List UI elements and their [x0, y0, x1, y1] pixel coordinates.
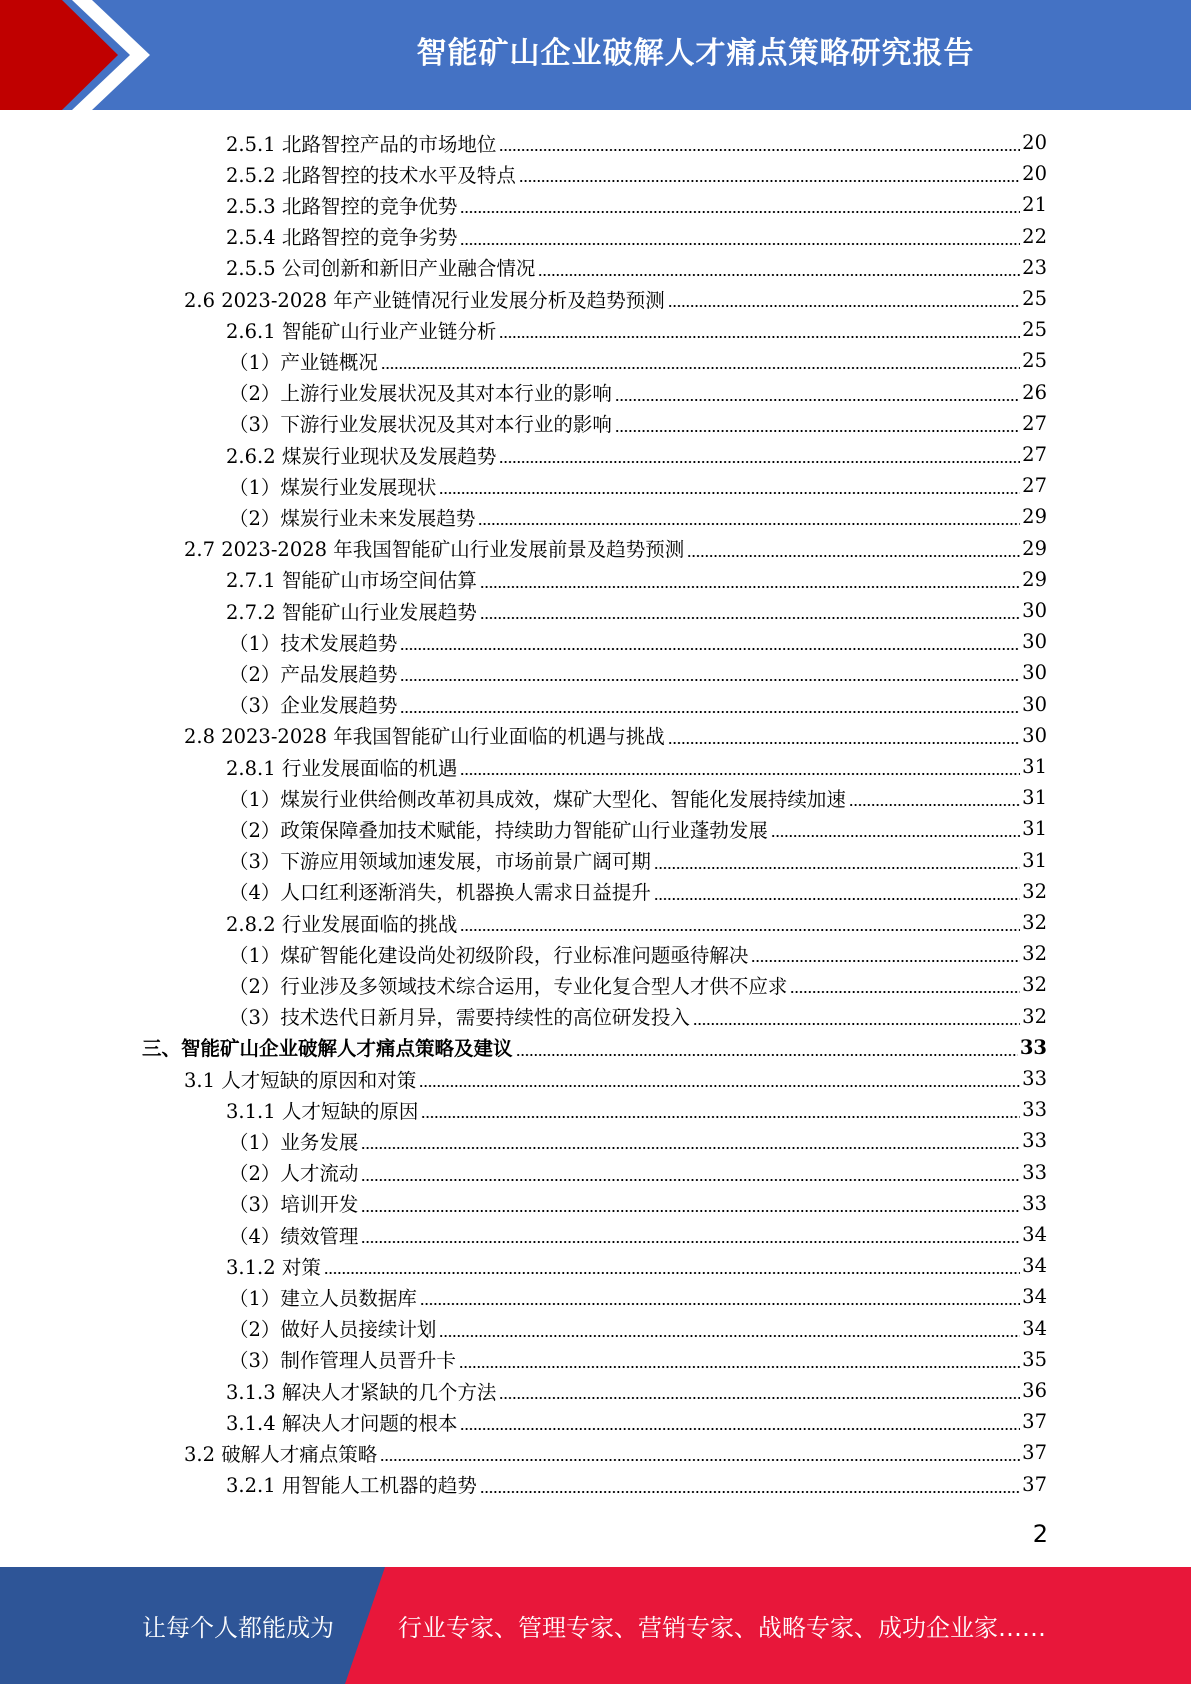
toc-dot-leader: [516, 1032, 1018, 1063]
toc-entry-page: 21: [1022, 193, 1047, 217]
toc-entry-label: 3.2 破解人才痛点策略: [184, 1442, 378, 1466]
toc-dot-leader: [361, 1125, 1020, 1156]
toc-dot-leader: [400, 626, 1020, 657]
toc-entry-label: 2.7 2023-2028 年我国智能矿山行业发展前景及趋势预测: [184, 538, 685, 562]
toc-entry[interactable]: [226, 314, 1047, 345]
toc-dot-leader: [478, 501, 1020, 532]
page-number: 2: [1032, 1520, 1048, 1548]
header-arrow-decoration: [0, 0, 160, 110]
toc-entry-page: 30: [1022, 723, 1047, 747]
toc-entry[interactable]: [229, 1219, 1047, 1250]
toc-entry-page: 37: [1022, 1472, 1047, 1496]
toc-dot-leader: [460, 221, 1020, 252]
toc-entry-label: （1）业务发展: [229, 1130, 359, 1154]
toc-entry-page: 32: [1022, 879, 1047, 903]
toc-entry[interactable]: [226, 1250, 1047, 1281]
toc-dot-leader: [849, 782, 1020, 813]
toc-entry-page: 25: [1022, 318, 1047, 342]
toc-entry-label: 3.1.2 对策: [226, 1255, 321, 1279]
toc-entry-page: 32: [1022, 911, 1047, 934]
toc-entry-label: （1）煤炭行业供给侧改革初具成效，煤矿大型化、智能化发展持续加速: [229, 787, 846, 811]
toc-dot-leader: [400, 689, 1020, 720]
toc-entry[interactable]: [229, 470, 1047, 501]
toc-dot-leader: [439, 1313, 1020, 1344]
toc-entry-page: 29: [1022, 567, 1047, 591]
toc-entry-label: 3.1.3 解决人才紧缺的几个方法: [226, 1380, 497, 1404]
toc-entry-page: 36: [1022, 1379, 1047, 1402]
toc-dot-leader: [400, 657, 1020, 688]
toc-entry-page: 33: [1022, 1129, 1047, 1153]
toc-dot-leader: [460, 907, 1020, 938]
toc-entry[interactable]: [229, 377, 1047, 408]
footer-slogan-left: 让每个人都能成为: [142, 1614, 334, 1642]
footer-slogan-right: 行业专家、管理专家、营销专家、战略专家、成功企业家……: [398, 1614, 1046, 1642]
page-footer: [0, 1567, 1191, 1684]
toc-entry[interactable]: [229, 1157, 1047, 1188]
toc-entry[interactable]: [226, 595, 1047, 626]
toc-entry-page: 33: [1022, 1191, 1047, 1215]
toc-entry-page: 33: [1022, 1160, 1047, 1184]
toc-entry[interactable]: [229, 782, 1047, 813]
toc-entry-label: （2）上游行业发展状况及其对本行业的影响: [229, 382, 612, 406]
toc-entry[interactable]: [184, 283, 1047, 314]
toc-entry-page: 27: [1022, 474, 1047, 498]
toc-entry-page: 33: [1019, 1035, 1047, 1059]
toc-entry-label: （3）制作管理人员晋升卡: [229, 1349, 456, 1373]
toc-entry-label: （1）技术发展趋势: [229, 631, 398, 655]
toc-entry[interactable]: [229, 969, 1047, 1000]
page-header: [0, 0, 1191, 110]
toc-entry-page: 20: [1022, 162, 1047, 186]
toc-entry[interactable]: [226, 751, 1047, 782]
toc-entry[interactable]: [226, 1375, 1047, 1406]
toc-entry-label: 2.6.2 煤炭行业现状及发展趋势: [226, 444, 497, 468]
toc-dot-leader: [790, 969, 1020, 1000]
toc-entry-page: 30: [1022, 661, 1047, 685]
toc-entry-page: 30: [1022, 692, 1047, 716]
toc-dot-leader: [693, 1001, 1020, 1032]
toc-entry-label: 2.5.2 北路智控的技术水平及特点: [226, 163, 516, 187]
toc-entry-page: 22: [1022, 224, 1047, 248]
toc-entry-label: （3）培训开发: [229, 1193, 359, 1217]
toc-entry-label: （3）技术迭代日新月异，需要持续性的高位研发投入: [229, 1006, 690, 1030]
toc-dot-leader: [419, 1063, 1020, 1094]
toc-dot-leader: [361, 1219, 1020, 1250]
toc-entry-page: 33: [1022, 1067, 1047, 1090]
toc-entry-label: 2.6.1 智能矿山行业产业链分析: [226, 319, 497, 343]
toc-dot-leader: [771, 813, 1020, 844]
toc-entry[interactable]: [226, 1094, 1047, 1125]
toc-dot-leader: [668, 720, 1020, 751]
toc-entry-label: 3.2.1 用智能人工机器的趋势: [226, 1474, 477, 1498]
toc-entry[interactable]: [229, 1188, 1047, 1219]
toc-entry-page: 31: [1022, 755, 1047, 778]
toc-entry-page: 32: [1022, 973, 1047, 997]
toc-dot-leader: [381, 345, 1020, 376]
toc-entry-label: 2.8.1 行业发展面临的机遇: [226, 756, 458, 780]
toc-entry[interactable]: [229, 408, 1047, 439]
toc-entry-page: 33: [1022, 1098, 1047, 1122]
toc-entry-page: 31: [1022, 817, 1047, 841]
toc-entry-page: 31: [1022, 786, 1047, 810]
toc-entry-page: 25: [1022, 287, 1047, 310]
toc-entry[interactable]: [229, 845, 1047, 876]
toc-entry-page: 34: [1022, 1254, 1047, 1278]
toc-entry-label: 2.5.1 北路智控产品的市场地位: [226, 132, 497, 156]
toc-entry[interactable]: [226, 127, 1047, 158]
toc-entry[interactable]: [226, 221, 1047, 252]
toc-entry-label: （1）建立人员数据库: [229, 1286, 417, 1310]
toc-entry-page: 34: [1022, 1223, 1047, 1246]
toc-dot-leader: [380, 1437, 1020, 1468]
toc-entry-label: 2.5.4 北路智控的竞争劣势: [226, 226, 458, 250]
report-title: 智能矿山企业破解人才痛点策略研究报告: [416, 36, 975, 71]
toc-entry-label: 2.8.2 行业发展面临的挑战: [226, 912, 458, 936]
toc-entry-label: （3）下游应用领域加速发展，市场前景广阔可期: [229, 850, 651, 874]
toc-dot-leader: [751, 938, 1020, 969]
toc-dot-leader: [460, 189, 1020, 220]
toc-dot-leader: [654, 876, 1020, 907]
toc-entry-label: （4）绩效管理: [229, 1224, 359, 1248]
toc-entry-label: （1）产业链概况: [229, 350, 378, 374]
toc-entry-page: 29: [1022, 536, 1047, 560]
toc-entry-page: 27: [1022, 411, 1047, 435]
toc-entry-page: 29: [1022, 505, 1047, 529]
toc-dot-leader: [361, 1157, 1020, 1188]
toc-entry-label: 三、智能矿山企业破解人才痛点策略及建议: [142, 1037, 513, 1061]
toc-dot-leader: [499, 127, 1020, 158]
toc-entry-label: （2）产品发展趋势: [229, 662, 398, 686]
toc-entry[interactable]: [229, 1344, 1047, 1375]
toc-dot-leader: [615, 408, 1020, 439]
toc-entry[interactable]: [184, 1437, 1047, 1468]
toc-entry[interactable]: [229, 876, 1047, 907]
toc-entry[interactable]: [184, 1063, 1047, 1094]
toc-dot-leader: [615, 377, 1020, 408]
toc-entry[interactable]: [229, 813, 1047, 844]
toc-entry-label: 3.1 人才短缺的原因和对策: [184, 1068, 417, 1092]
toc-entry-page: 27: [1022, 443, 1047, 466]
toc-entry-page: 25: [1022, 349, 1047, 373]
toc-entry-label: 2.7.1 智能矿山市场空间估算: [226, 569, 477, 593]
toc-entry[interactable]: [142, 1032, 1047, 1063]
toc-entry-label: （3）下游行业发展状况及其对本行业的影响: [229, 413, 612, 437]
toc-dot-leader: [324, 1250, 1020, 1281]
toc-entry[interactable]: [226, 1469, 1047, 1500]
toc-entry-label: （2）政策保障叠加技术赋能，持续助力智能矿山行业蓬勃发展: [229, 818, 768, 842]
toc-entry-page: 30: [1022, 599, 1047, 622]
toc-entry[interactable]: [229, 938, 1047, 969]
toc-entry-label: （2）行业涉及多领域技术综合运用，专业化复合型人才供不应求: [229, 974, 788, 998]
toc-dot-leader: [361, 1188, 1020, 1219]
toc-entry[interactable]: [184, 533, 1047, 564]
toc-entry-page: 34: [1022, 1316, 1047, 1340]
toc-entry-page: 37: [1022, 1410, 1047, 1434]
toc-dot-leader: [460, 751, 1020, 782]
toc-dot-leader: [480, 1469, 1020, 1500]
toc-entry[interactable]: [226, 439, 1047, 470]
toc-entry-label: 3.1.1 人才短缺的原因: [226, 1099, 419, 1123]
toc-dot-leader: [439, 470, 1020, 501]
toc-entry[interactable]: [229, 657, 1047, 688]
toc-entry-page: 32: [1022, 942, 1047, 966]
toc-entry-page: 35: [1022, 1347, 1047, 1371]
toc-entry[interactable]: [229, 1313, 1047, 1344]
toc-entry-label: （3）企业发展趋势: [229, 694, 398, 718]
toc-entry-label: （1）煤炭行业发展现状: [229, 475, 437, 499]
toc-entry[interactable]: [226, 189, 1047, 220]
toc-entry-page: 30: [1022, 630, 1047, 654]
toc-entry[interactable]: [229, 345, 1047, 376]
toc-dot-leader: [499, 439, 1020, 470]
toc-entry-label: （1）煤矿智能化建设尚处初级阶段，行业标准问题亟待解决: [229, 943, 749, 967]
toc-dot-leader: [421, 1094, 1020, 1125]
toc-entry-page: 37: [1022, 1441, 1047, 1465]
toc-entry[interactable]: [229, 501, 1047, 532]
toc-dot-leader: [687, 533, 1020, 564]
toc-dot-leader: [480, 564, 1020, 595]
toc-entry[interactable]: [184, 720, 1047, 751]
toc-entry-label: （2）做好人员接续计划: [229, 1318, 437, 1342]
toc-entry[interactable]: [229, 689, 1047, 720]
toc-dot-leader: [420, 1281, 1020, 1312]
toc-dot-leader: [519, 158, 1020, 189]
toc-entry[interactable]: [226, 158, 1047, 189]
toc-entry[interactable]: [226, 564, 1047, 595]
toc-dot-leader: [459, 1344, 1020, 1375]
toc-entry[interactable]: [226, 252, 1047, 283]
toc-entry-label: 2.8 2023-2028 年我国智能矿山行业面临的机遇与挑战: [184, 725, 665, 749]
toc-entry-page: 20: [1022, 131, 1047, 154]
toc-entry-label: （2）煤炭行业未来发展趋势: [229, 506, 476, 530]
toc-entry-label: 3.1.4 解决人才问题的根本: [226, 1411, 458, 1435]
toc-entry[interactable]: [226, 1406, 1047, 1437]
toc-dot-leader: [668, 283, 1020, 314]
toc-entry-label: 2.5.5 公司创新和新旧产业融合情况: [226, 257, 536, 281]
toc-entry-label: （4）人口红利逐渐消失，机器换人需求日益提升: [229, 881, 651, 905]
toc-entry-page: 32: [1022, 1004, 1047, 1028]
toc-entry-label: 2.5.3 北路智控的竞争优势: [226, 194, 458, 218]
toc-dot-leader: [538, 252, 1020, 283]
toc-entry-label: 2.7.2 智能矿山行业发展趋势: [226, 600, 477, 624]
toc-entry[interactable]: [229, 626, 1047, 657]
toc-entry-label: （2）人才流动: [229, 1162, 359, 1186]
toc-dot-leader: [654, 845, 1020, 876]
toc-entry-page: 34: [1022, 1285, 1047, 1309]
toc-entry-page: 31: [1022, 848, 1047, 872]
toc-entry[interactable]: [229, 1125, 1047, 1156]
toc-dot-leader: [460, 1406, 1020, 1437]
toc-entry[interactable]: [229, 1281, 1047, 1312]
toc-entry[interactable]: [226, 907, 1047, 938]
toc-dot-leader: [480, 595, 1020, 626]
toc-entry[interactable]: [229, 1001, 1047, 1032]
toc-entry-page: 23: [1022, 255, 1047, 279]
toc-entry-page: 26: [1022, 380, 1047, 404]
toc-dot-leader: [499, 1375, 1020, 1406]
toc-entry-label: 2.6 2023-2028 年产业链情况行业发展分析及趋势预测: [184, 288, 665, 312]
toc-dot-leader: [499, 314, 1020, 345]
